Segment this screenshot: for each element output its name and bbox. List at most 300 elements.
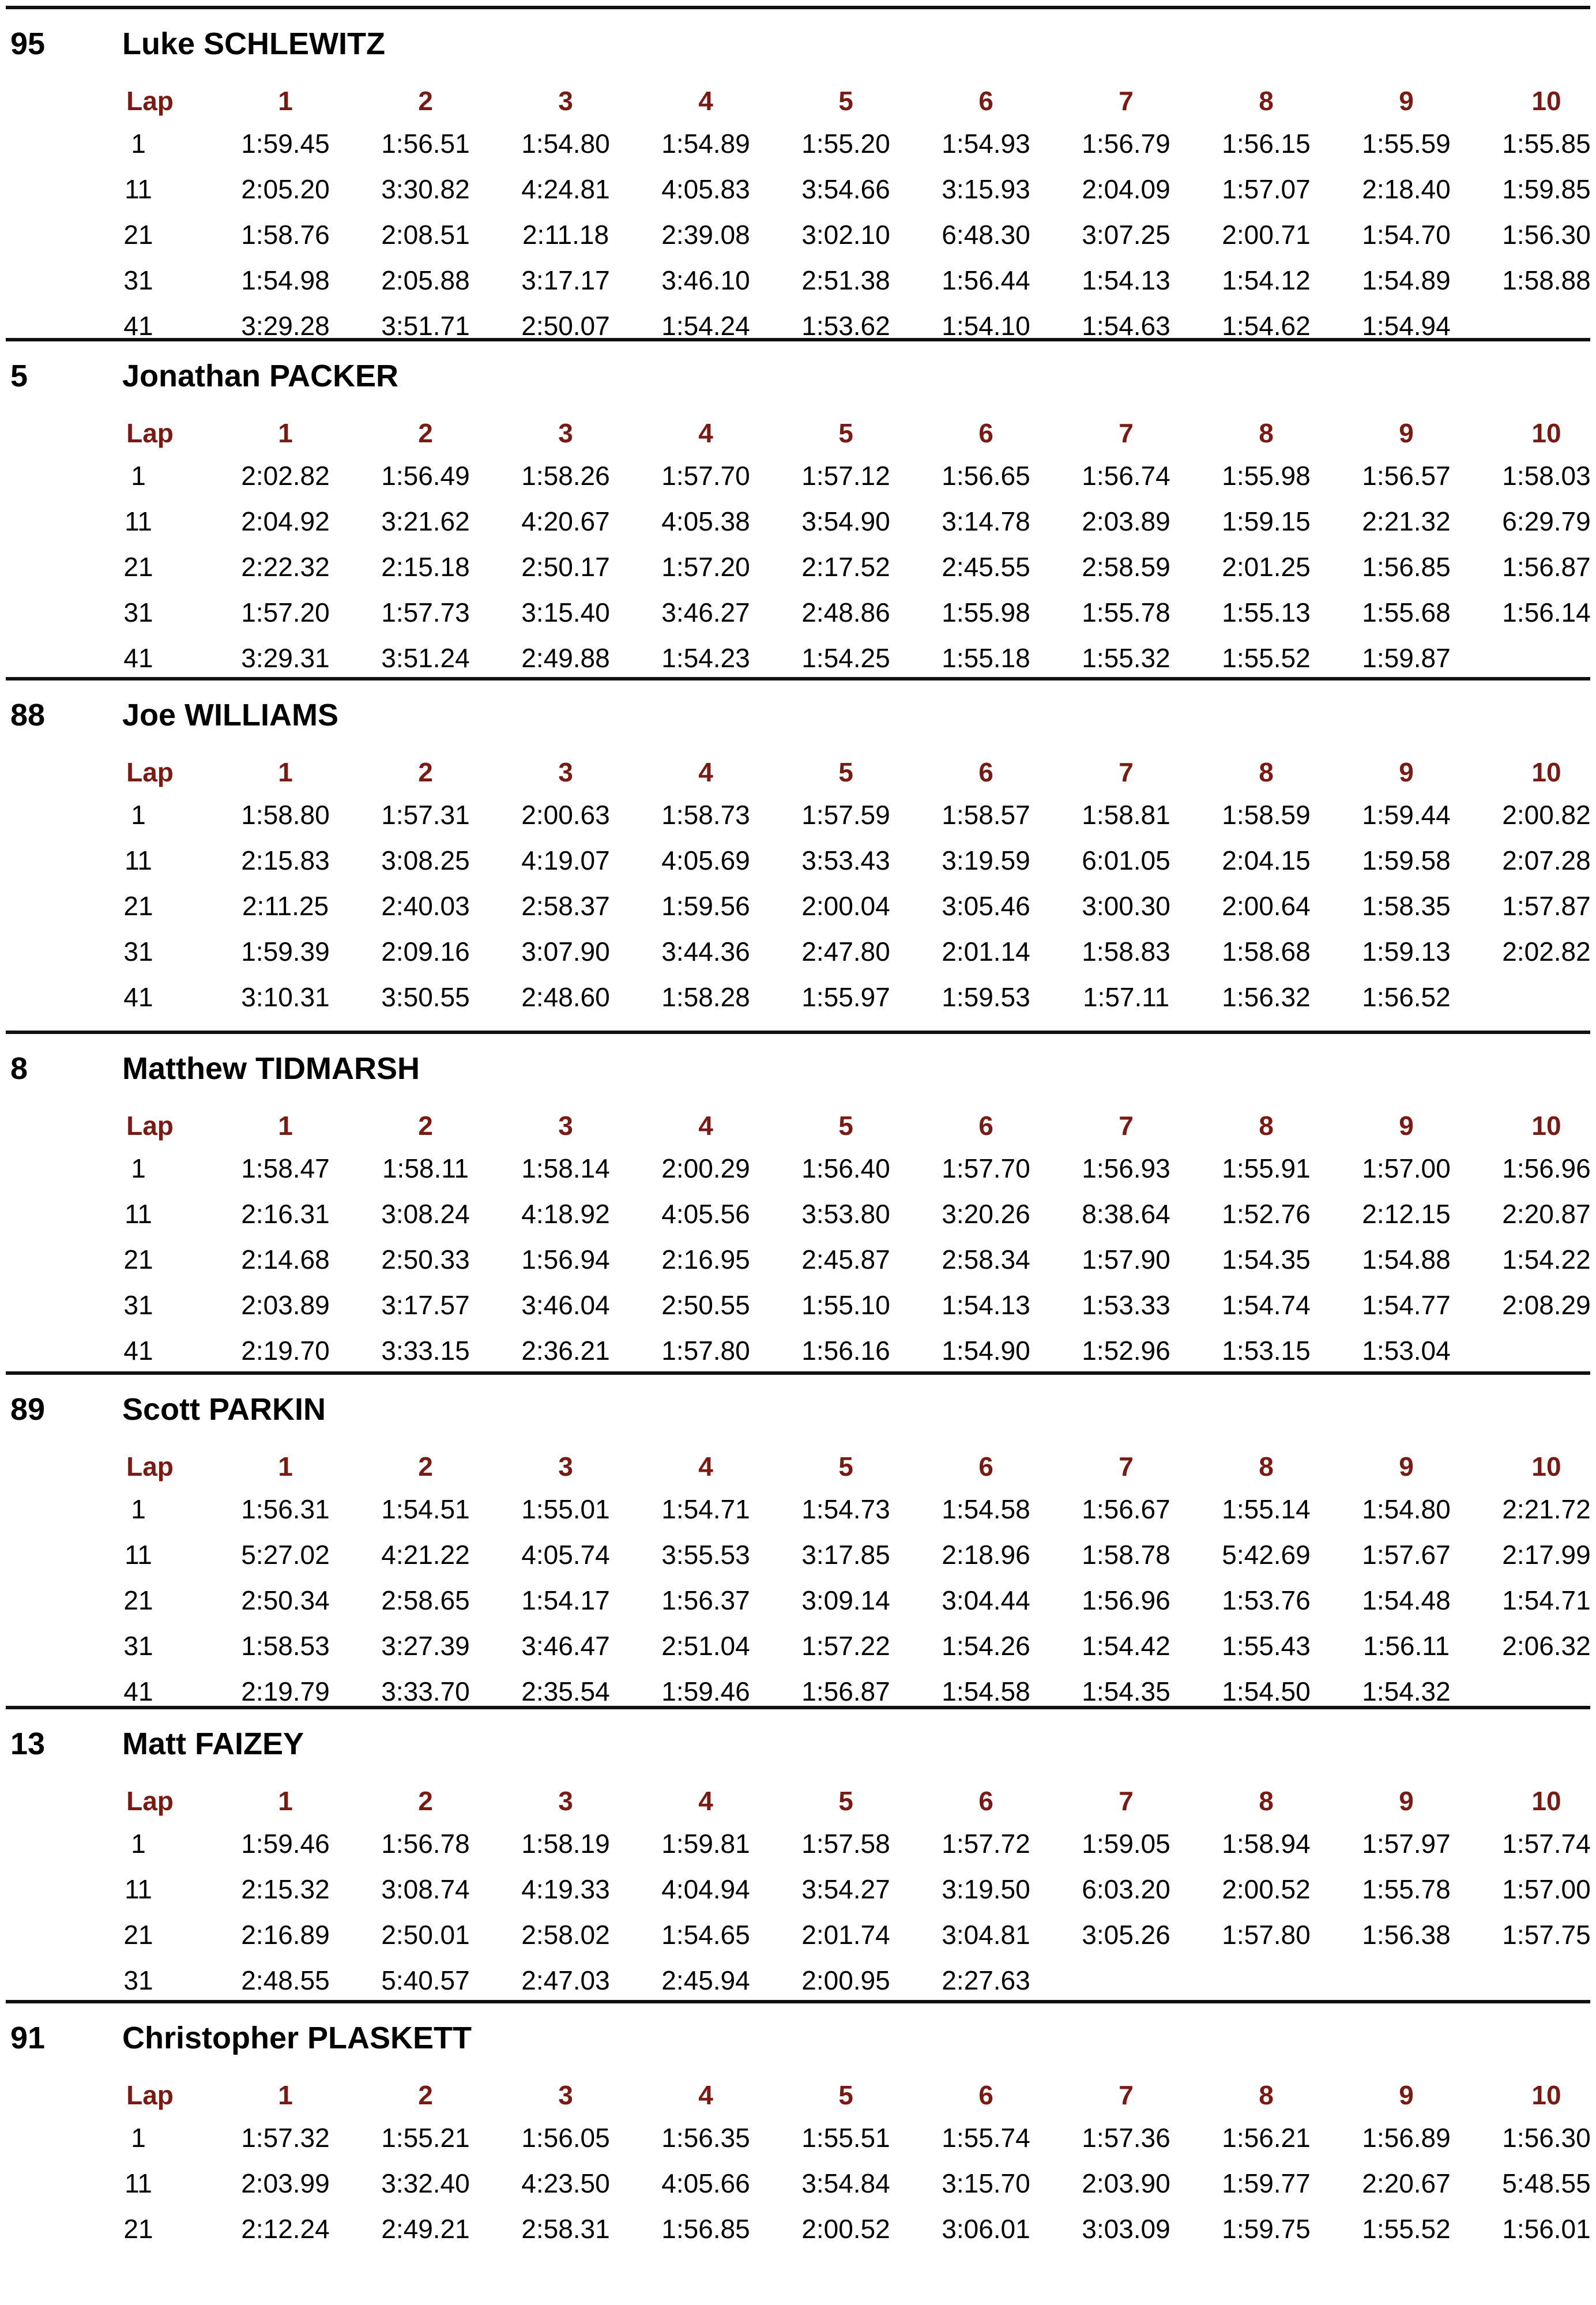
lap-time-cell: 1:57.70 [661, 461, 750, 491]
lap-column-header: 7 [1119, 1786, 1134, 1816]
lap-time-cell: 1:54.23 [661, 643, 750, 673]
lap-time-cell: 2:06.32 [1502, 1631, 1591, 1661]
lap-time-cell: 1:59.39 [241, 937, 330, 967]
lap-time-cell: 3:15.70 [942, 2168, 1030, 2198]
lap-time-cell: 1:55.20 [801, 129, 890, 159]
lap-column-header: 1 [278, 418, 293, 448]
lap-time-cell: 2:11.18 [522, 220, 609, 250]
lap-time-cell: 4:05.56 [661, 1199, 750, 1229]
lap-time-cell: 2:11.25 [242, 891, 329, 921]
lap-time-cell: 1:56.14 [1502, 597, 1591, 627]
row-start-lap: 41 [123, 1336, 153, 1366]
lap-time-cell: 1:54.74 [1222, 1290, 1311, 1320]
lap-time-cell: 3:54.27 [801, 1874, 890, 1904]
lap-time-cell: 2:02.82 [241, 461, 330, 491]
lap-column-header: 1 [278, 1786, 293, 1816]
row-start-lap: 11 [125, 1874, 152, 1904]
lap-time-cell: 1:55.10 [801, 1290, 890, 1320]
lap-time-cell: 1:54.51 [381, 1494, 470, 1524]
lap-header-row [6, 1446, 1590, 1487]
lap-times-table [6, 2075, 1590, 2252]
lap-time-cell: 1:58.88 [1502, 265, 1591, 295]
lap-time-cell: 2:19.70 [241, 1336, 330, 1366]
lap-header-row [6, 752, 1590, 792]
row-start-lap: 11 [125, 2168, 152, 2198]
lap-time-cell: 2:08.51 [381, 220, 470, 250]
row-start-lap: 31 [123, 1965, 153, 1995]
lap-time-cell: 1:58.68 [1222, 937, 1311, 967]
lap-time-cell: 3:46.27 [661, 597, 750, 627]
lap-time-cell: 3:30.82 [381, 174, 470, 204]
lap-time-cell: 2:16.89 [241, 1920, 330, 1950]
lap-time-cell: 2:51.04 [661, 1631, 750, 1661]
lap-header-row [6, 2075, 1590, 2115]
lap-time-cell: 2:18.40 [1362, 174, 1451, 204]
lap-column-header: 10 [1531, 86, 1561, 116]
row-start-lap: 41 [123, 643, 153, 673]
lap-time-cell: 4:05.83 [661, 174, 750, 204]
lap-time-cell: 3:53.43 [801, 845, 890, 875]
lap-header-row [6, 1781, 1590, 1821]
lap-time-cell: 5:27.02 [241, 1540, 330, 1570]
lap-time-cell: 1:56.57 [1362, 461, 1451, 491]
lap-time-cell: 3:03.09 [1082, 2214, 1170, 2244]
lap-time-cell: 2:00.64 [1222, 891, 1311, 921]
driver-name: Christopher PLASKETT [122, 2021, 472, 2055]
lap-time-cell: 1:58.14 [521, 1153, 610, 1183]
lap-time-cell: 1:57.59 [801, 800, 890, 830]
lap-row [6, 1191, 1590, 1237]
lap-time-cell: 1:55.85 [1502, 129, 1591, 159]
lap-time-cell: 1:58.28 [661, 982, 750, 1012]
lap-time-cell: 3:46.04 [521, 1290, 610, 1320]
lap-time-cell: 1:54.98 [241, 265, 330, 295]
lap-time-cell: 2:58.65 [381, 1585, 470, 1615]
lap-times-table [6, 1446, 1590, 1714]
lap-time-cell: 1:59.46 [661, 1676, 750, 1706]
lap-time-cell: 1:58.35 [1362, 891, 1451, 921]
lap-time-cell: 1:59.77 [1222, 2168, 1311, 2198]
lap-column-header: 8 [1259, 1111, 1274, 1141]
lap-time-cell: 2:21.72 [1502, 1494, 1591, 1524]
lap-time-cell: 3:44.36 [661, 937, 750, 967]
lap-header-label: Lap [126, 86, 174, 116]
lap-time-cell: 3:05.26 [1082, 1920, 1170, 1950]
lap-time-cell: 3:08.25 [381, 845, 470, 875]
lap-column-header: 7 [1119, 1111, 1134, 1141]
lap-header-row [6, 413, 1590, 453]
lap-time-cell: 1:57.70 [942, 1153, 1030, 1183]
lap-time-cell: 2:02.82 [1502, 937, 1591, 967]
lap-time-cell: 3:08.74 [381, 1874, 470, 1904]
row-start-lap: 11 [125, 506, 152, 536]
lap-time-cell: 1:58.57 [942, 800, 1030, 830]
lap-row [6, 2161, 1590, 2206]
lap-time-cell: 1:57.00 [1502, 1874, 1591, 1904]
lap-time-cell: 1:56.40 [801, 1153, 890, 1183]
row-start-lap: 1 [131, 1153, 146, 1183]
lap-time-cell: 2:14.68 [241, 1244, 330, 1274]
lap-time-cell: 1:54.73 [801, 1494, 890, 1524]
lap-time-cell: 1:55.32 [1082, 643, 1170, 673]
lap-time-cell: 1:56.30 [1502, 2123, 1591, 2153]
row-start-lap: 11 [125, 174, 152, 204]
lap-time-cell: 1:55.98 [942, 597, 1030, 627]
lap-time-cell: 2:00.52 [801, 2214, 890, 2244]
lap-time-cell: 2:58.02 [521, 1920, 610, 1950]
lap-time-cell: 1:55.74 [942, 2123, 1030, 2153]
lap-time-cell: 3:21.62 [381, 506, 470, 536]
lap-time-cell: 3:27.39 [381, 1631, 470, 1661]
lap-column-header: 2 [418, 2080, 433, 2110]
lap-column-header: 4 [698, 1452, 713, 1481]
lap-row [6, 1532, 1590, 1578]
lap-time-cell: 2:50.01 [381, 1920, 470, 1950]
lap-time-cell: 1:59.05 [1082, 1829, 1170, 1859]
row-start-lap: 1 [131, 1494, 146, 1524]
lap-column-header: 1 [278, 1452, 293, 1481]
lap-row [6, 929, 1590, 975]
lap-time-cell: 1:59.85 [1502, 174, 1591, 204]
row-start-lap: 21 [123, 552, 153, 582]
lap-time-cell: 1:57.90 [1082, 1244, 1170, 1274]
lap-time-cell: 1:59.46 [241, 1829, 330, 1859]
car-number: 89 [10, 1392, 46, 1427]
lap-column-header: 10 [1531, 2080, 1561, 2110]
lap-time-cell: 4:24.81 [521, 174, 610, 204]
lap-time-cell: 1:56.52 [1362, 982, 1451, 1012]
lap-row [6, 975, 1590, 1020]
lap-time-cell: 2:00.95 [801, 1965, 890, 1995]
row-start-lap: 1 [131, 461, 146, 491]
lap-time-cell: 1:56.79 [1082, 129, 1170, 159]
lap-time-cell: 2:49.88 [521, 643, 610, 673]
section-divider [6, 677, 1590, 680]
lap-time-cell: 1:56.93 [1082, 1153, 1170, 1183]
lap-column-header: 9 [1399, 418, 1414, 448]
lap-time-cell: 1:54.48 [1362, 1585, 1451, 1615]
lap-time-cell: 1:55.97 [801, 982, 890, 1012]
lap-time-cell: 2:15.83 [241, 845, 330, 875]
lap-row [6, 303, 1590, 349]
lap-time-cell: 2:00.52 [1222, 1874, 1311, 1904]
lap-time-cell: 1:55.21 [381, 2123, 470, 2153]
lap-column-header: 7 [1119, 1452, 1134, 1481]
row-start-lap: 31 [123, 937, 153, 967]
lap-time-cell: 1:57.12 [801, 461, 890, 491]
lap-time-cell: 3:51.71 [381, 311, 470, 341]
lap-time-cell: 1:54.70 [1362, 220, 1451, 250]
lap-time-cell: 1:56.11 [1362, 1631, 1450, 1661]
section-divider [6, 2000, 1590, 2003]
lap-row [6, 258, 1590, 303]
lap-header-label: Lap [126, 418, 174, 448]
lap-row [6, 167, 1590, 212]
car-number: 8 [10, 1051, 28, 1086]
lap-column-header: 9 [1399, 86, 1414, 116]
section-divider [6, 1706, 1590, 1709]
lap-time-cell: 1:54.24 [661, 311, 750, 341]
lap-time-cell: 1:57.07 [1222, 174, 1311, 204]
lap-time-cell: 3:33.15 [381, 1336, 470, 1366]
lap-row [6, 1821, 1590, 1867]
lap-time-cell: 1:55.52 [1222, 643, 1311, 673]
lap-column-header: 2 [418, 1786, 433, 1816]
lap-column-header: 6 [978, 86, 993, 116]
driver-name: Scott PARKIN [122, 1392, 326, 1427]
lap-time-cell: 1:54.32 [1362, 1676, 1451, 1706]
car-number: 91 [10, 2021, 46, 2055]
lap-column-header: 2 [418, 418, 433, 448]
driver-name: Joe WILLIAMS [122, 698, 338, 732]
lap-header-label: Lap [126, 1786, 174, 1816]
lap-time-cell: 1:56.85 [661, 2214, 750, 2244]
lap-time-cell: 1:56.37 [661, 1585, 750, 1615]
lap-time-cell: 2:07.28 [1502, 845, 1591, 875]
lap-row [6, 1328, 1590, 1374]
driver-name: Luke SCHLEWITZ [122, 27, 385, 61]
lap-row [6, 212, 1590, 258]
lap-time-cell: 1:57.67 [1362, 1540, 1451, 1570]
lap-time-cell: 6:03.20 [1082, 1874, 1170, 1904]
lap-time-cell: 1:56.89 [1362, 2123, 1451, 2153]
lap-time-cell: 6:01.05 [1082, 845, 1170, 875]
lap-time-cell: 2:01.14 [942, 937, 1030, 967]
lap-time-cell: 2:03.99 [241, 2168, 330, 2198]
lap-time-cell: 1:53.33 [1082, 1290, 1170, 1320]
lap-times-table [6, 81, 1590, 349]
lap-time-cell: 4:19.33 [521, 1874, 610, 1904]
lap-time-cell: 2:40.03 [381, 891, 470, 921]
lap-time-cell: 2:16.31 [241, 1199, 330, 1229]
lap-time-cell: 1:53.62 [801, 311, 890, 341]
lap-time-cell: 1:56.35 [661, 2123, 750, 2153]
lap-time-cell: 5:48.55 [1502, 2168, 1591, 2198]
lap-time-cell: 2:58.59 [1082, 552, 1170, 582]
lap-time-cell: 1:56.16 [801, 1336, 890, 1366]
lap-time-cell: 1:54.58 [942, 1494, 1030, 1524]
lap-time-cell: 3:51.24 [381, 643, 470, 673]
lap-time-cell: 2:50.33 [381, 1244, 470, 1274]
lap-time-cell: 1:56.31 [241, 1494, 330, 1524]
lap-time-cell: 1:59.58 [1362, 845, 1451, 875]
row-start-lap: 31 [123, 1631, 153, 1661]
lap-column-header: 5 [838, 86, 853, 116]
lap-time-cell: 2:35.54 [521, 1676, 610, 1706]
lap-column-header: 9 [1399, 1452, 1414, 1481]
car-number: 13 [10, 1727, 46, 1761]
row-start-lap: 21 [123, 2214, 153, 2244]
lap-time-cell: 3:02.10 [801, 220, 890, 250]
lap-header-label: Lap [126, 2080, 174, 2110]
lap-time-cell: 2:47.80 [801, 937, 890, 967]
car-number: 5 [10, 359, 28, 393]
lap-time-cell: 3:20.26 [942, 1199, 1030, 1229]
lap-time-cell: 1:56.94 [521, 1244, 610, 1274]
lap-column-header: 1 [278, 86, 293, 116]
lap-time-cell: 2:58.34 [942, 1244, 1030, 1274]
lap-time-cell: 1:55.14 [1222, 1494, 1311, 1524]
lap-time-cell: 2:08.29 [1502, 1290, 1591, 1320]
lap-time-cell: 2:39.08 [661, 220, 750, 250]
lap-time-cell: 2:05.20 [241, 174, 330, 204]
lap-column-header: 6 [978, 1111, 993, 1141]
row-start-lap: 21 [123, 891, 153, 921]
lap-time-cell: 1:52.96 [1082, 1336, 1170, 1366]
lap-time-cell: 3:00.30 [1082, 891, 1170, 921]
lap-time-cell: 1:58.76 [241, 220, 330, 250]
lap-column-header: 3 [558, 1786, 573, 1816]
lap-time-cell: 1:56.96 [1082, 1585, 1170, 1615]
lap-time-cell: 2:04.09 [1082, 174, 1170, 204]
lap-time-cell: 3:17.17 [521, 265, 610, 295]
lap-time-cell: 6:48.30 [942, 220, 1030, 250]
lap-time-cell: 1:57.22 [801, 1631, 890, 1661]
lap-time-cell: 3:54.90 [801, 506, 890, 536]
lap-column-header: 10 [1531, 1111, 1561, 1141]
lap-time-cell: 1:57.36 [1082, 2123, 1170, 2153]
lap-time-cell: 1:59.15 [1222, 506, 1311, 536]
lap-time-cell: 1:57.58 [801, 1829, 890, 1859]
lap-time-cell: 2:45.87 [801, 1244, 890, 1274]
lap-row [6, 838, 1590, 883]
lap-times-table [6, 413, 1590, 681]
lap-column-header: 3 [558, 757, 573, 787]
lap-row [6, 1487, 1590, 1532]
lap-row [6, 1578, 1590, 1623]
lap-time-cell: 1:55.78 [1362, 1874, 1451, 1904]
lap-column-header: 7 [1119, 2080, 1134, 2110]
lap-time-cell: 1:54.12 [1222, 265, 1311, 295]
lap-time-cell: 1:56.85 [1362, 552, 1451, 582]
lap-times-table [6, 1781, 1590, 2003]
lap-time-cell: 1:54.88 [1362, 1244, 1451, 1274]
lap-column-header: 3 [558, 2080, 573, 2110]
lap-time-cell: 1:58.53 [241, 1631, 330, 1661]
lap-time-cell: 2:48.55 [241, 1965, 330, 1995]
lap-time-cell: 1:52.76 [1222, 1199, 1311, 1229]
lap-time-cell: 1:54.94 [1362, 311, 1451, 341]
lap-time-cell: 1:56.67 [1082, 1494, 1170, 1524]
lap-time-cell: 1:56.74 [1082, 461, 1170, 491]
lap-time-cell: 2:48.86 [801, 597, 890, 627]
lap-time-cell: 2:03.89 [1082, 506, 1170, 536]
lap-column-header: 6 [978, 418, 993, 448]
lap-column-header: 9 [1399, 1786, 1414, 1816]
lap-column-header: 1 [278, 757, 293, 787]
lap-column-header: 10 [1531, 1452, 1561, 1481]
lap-times-table [6, 1106, 1590, 1374]
lap-time-cell: 1:53.04 [1362, 1336, 1451, 1366]
lap-time-cell: 2:50.17 [521, 552, 610, 582]
lap-column-header: 10 [1531, 757, 1561, 787]
lap-column-header: 4 [698, 757, 713, 787]
lap-column-header: 7 [1119, 418, 1134, 448]
lap-time-cell: 1:57.80 [661, 1336, 750, 1366]
lap-time-cell: 1:53.76 [1222, 1585, 1311, 1615]
lap-time-cell: 1:57.20 [661, 552, 750, 582]
lap-time-cell: 4:05.38 [661, 506, 750, 536]
lap-time-cell: 1:58.26 [521, 461, 610, 491]
lap-column-header: 9 [1399, 1111, 1414, 1141]
row-start-lap: 11 [125, 845, 152, 875]
lap-time-cell: 1:56.05 [521, 2123, 610, 2153]
lap-header-label: Lap [126, 1452, 174, 1481]
lap-time-cell: 3:53.80 [801, 1199, 890, 1229]
lap-time-cell: 2:45.94 [661, 1965, 750, 1995]
lap-time-cell: 1:59.75 [1222, 2214, 1311, 2244]
lap-time-cell: 1:56.96 [1502, 1153, 1591, 1183]
lap-header-label: Lap [126, 757, 174, 787]
lap-time-cell: 4:05.74 [521, 1540, 610, 1570]
lap-column-header: 5 [838, 418, 853, 448]
lap-time-cell: 2:15.32 [241, 1874, 330, 1904]
lap-column-header: 3 [558, 1452, 573, 1481]
lap-time-cell: 1:59.13 [1362, 937, 1451, 967]
lap-column-header: 8 [1259, 418, 1274, 448]
lap-time-cell: 2:01.74 [801, 1920, 890, 1950]
lap-time-cell: 3:29.28 [241, 311, 330, 341]
lap-column-header: 6 [978, 2080, 993, 2110]
lap-time-cell: 5:40.57 [381, 1965, 470, 1995]
lap-time-cell: 1:54.80 [521, 129, 610, 159]
lap-time-cell: 2:50.34 [241, 1585, 330, 1615]
lap-column-header: 3 [558, 418, 573, 448]
lap-column-header: 8 [1259, 757, 1274, 787]
lap-time-cell: 3:04.44 [942, 1585, 1030, 1615]
driver-name: Matthew TIDMARSH [122, 1051, 420, 1086]
lap-time-cell: 1:57.32 [241, 2123, 330, 2153]
lap-time-cell: 1:54.42 [1082, 1631, 1170, 1661]
lap-time-cell: 1:58.83 [1082, 937, 1170, 967]
lap-time-cell: 4:04.94 [661, 1874, 750, 1904]
lap-time-cell: 3:07.25 [1082, 220, 1170, 250]
lap-time-cell: 1:54.71 [661, 1494, 750, 1524]
lap-column-header: 5 [838, 757, 853, 787]
lap-column-header: 1 [278, 2080, 293, 2110]
lap-time-cell: 1:59.81 [661, 1829, 750, 1859]
lap-time-cell: 3:29.31 [241, 643, 330, 673]
lap-time-cell: 3:46.47 [521, 1631, 610, 1661]
lap-time-cell: 1:59.45 [241, 129, 330, 159]
lap-time-cell: 1:57.74 [1502, 1829, 1591, 1859]
lap-time-cell: 2:17.99 [1502, 1540, 1591, 1570]
lap-time-cell: 1:57.87 [1502, 891, 1591, 921]
lap-time-cell: 3:17.85 [801, 1540, 890, 1570]
lap-time-cell: 2:48.60 [521, 982, 610, 1012]
lap-time-cell: 1:54.35 [1082, 1676, 1170, 1706]
lap-time-cell: 1:54.13 [942, 1290, 1030, 1320]
lap-time-cell: 3:06.01 [942, 2214, 1030, 2244]
lap-time-cell: 1:55.52 [1362, 2214, 1451, 2244]
lap-time-cell: 1:57.73 [381, 597, 470, 627]
lap-time-cell: 4:18.92 [521, 1199, 610, 1229]
lap-time-cell: 3:07.90 [521, 937, 610, 967]
row-start-lap: 1 [131, 800, 146, 830]
lap-time-cell: 1:56.78 [381, 1829, 470, 1859]
lap-column-header: 4 [698, 86, 713, 116]
lap-column-header: 4 [698, 1111, 713, 1141]
lap-column-header: 5 [838, 1786, 853, 1816]
row-start-lap: 21 [123, 1920, 153, 1950]
lap-time-cell: 3:05.46 [942, 891, 1030, 921]
lap-column-header: 9 [1399, 757, 1414, 787]
lap-time-cell: 2:21.32 [1362, 506, 1451, 536]
row-start-lap: 31 [123, 265, 153, 295]
lap-time-cell: 3:15.93 [942, 174, 1030, 204]
lap-time-cell: 1:54.62 [1222, 311, 1311, 341]
lap-time-cell: 2:27.63 [942, 1965, 1030, 1995]
